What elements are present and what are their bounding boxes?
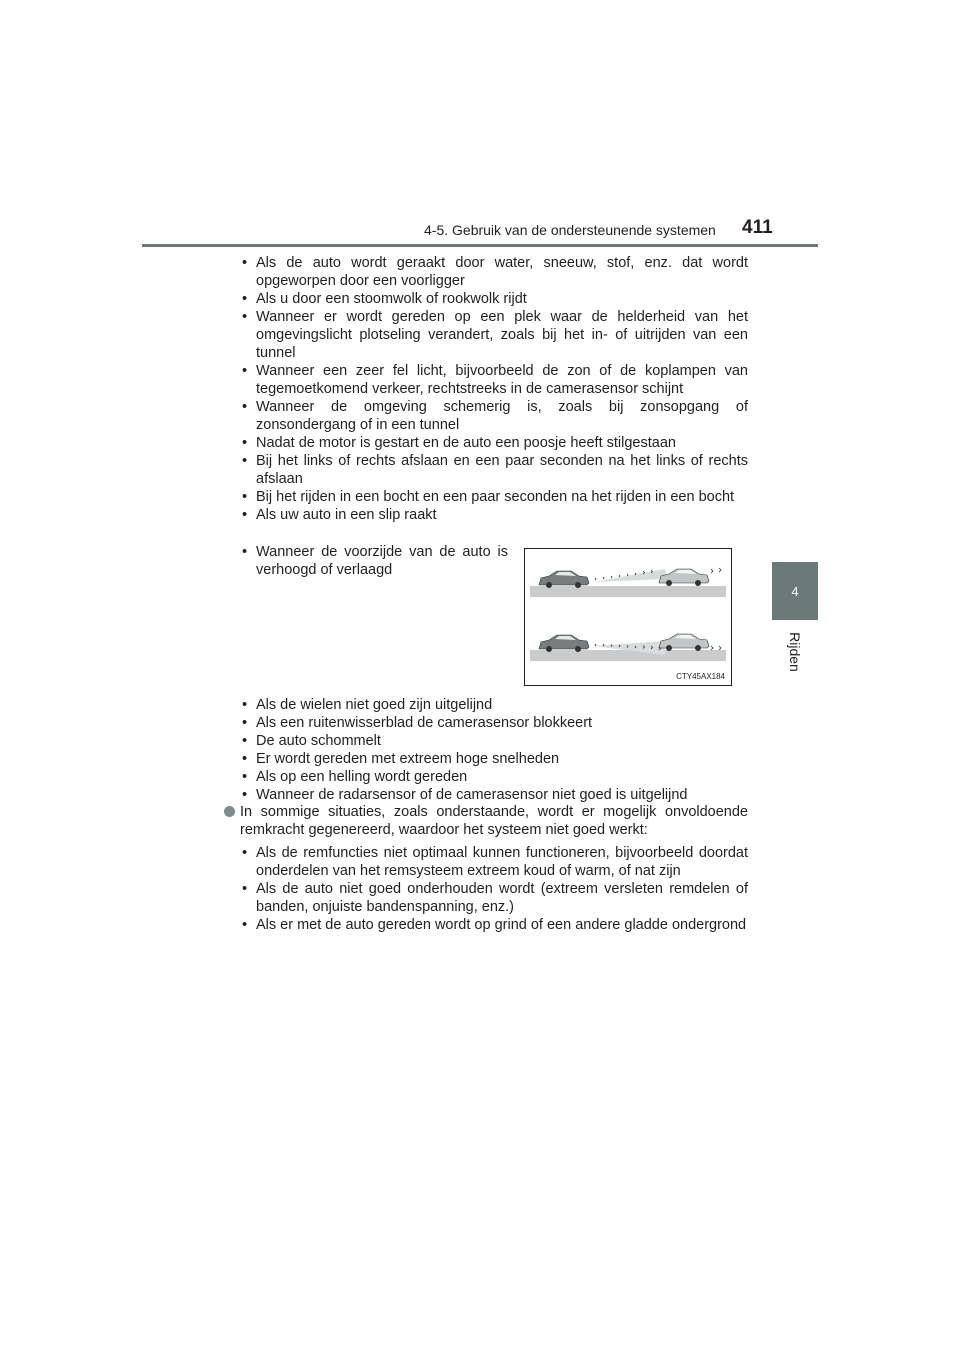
list-item: • Bij het links of rechts afslaan en een paar seconden na het links of rechts afslaan xyxy=(240,452,748,488)
list-item: • Als de wielen niet goed zijn uitgelijnd xyxy=(240,696,748,714)
list-item: • Wanneer er wordt gereden op een plek waar de helderheid van het omgevingslicht plotseling verandert, zoals bij het in- of uitrijden van een tunnel xyxy=(240,308,748,362)
list-item: • Als uw auto in een slip raakt xyxy=(240,506,748,524)
section-title: 4-5. Gebruik van de ondersteunende systemen xyxy=(424,222,716,238)
circle-bullet-text: In sommige situaties, zoals onderstaande, wordt er mogelijk onvoldoende remkracht gegenereerd, waardoor het systeem niet goed werkt: xyxy=(240,804,748,838)
list-item: • Als u door een stoomwolk of rookwolk rijdt xyxy=(240,290,748,308)
list-item: • Nadat de motor is gestart en de auto een poosje heeft stilgestaan xyxy=(240,434,748,452)
radar-beam-top xyxy=(593,569,667,582)
bottom-bullet-list xyxy=(240,844,748,934)
bullet-list xyxy=(240,543,508,579)
top-bullet-list xyxy=(240,254,748,524)
list-item: • Als op een helling wordt gereden xyxy=(240,768,748,786)
header-rule xyxy=(142,244,818,247)
list-item: • Er wordt gereden met extreem hoge snelheden xyxy=(240,750,748,768)
chapter-label-box xyxy=(772,622,818,682)
car-rear-bottom xyxy=(539,635,589,652)
cars-radar-illustration xyxy=(525,549,731,685)
list-item: • Als de auto wordt geraakt door water, sneeuw, stof, enz. dat wordt opgeworpen door een voorligger xyxy=(240,254,748,290)
page-number: 411 xyxy=(742,217,773,238)
list-item: • Wanneer de omgeving schemerig is, zoals bij zonsopgang of zonsondergang of in een tunnel xyxy=(240,398,748,434)
middle-bullet-list xyxy=(240,696,748,804)
chapter-label: Rijden xyxy=(786,632,803,672)
road-top xyxy=(530,586,726,597)
list-item: • Als de remfuncties niet optimaal kunnen functioneren, bijvoorbeeld doordat onderdelen van het remsysteem extreem koud of warm, of nat zijn xyxy=(240,844,748,880)
list-item: • Wanneer de radarsensor of de camerasensor niet goed is uitgelijnd xyxy=(240,786,748,804)
road-bottom xyxy=(530,650,726,661)
figure-code: CTY45AX184 xyxy=(676,672,725,681)
circle-bullet-paragraph xyxy=(224,803,748,839)
circle-bullet-icon xyxy=(224,806,235,817)
list-item: • Wanneer de voorzijde van de auto is verhoogd of verlaagd xyxy=(240,543,508,579)
list-item: • Als er met de auto gereden wordt op grind of een andere gladde ondergrond xyxy=(240,916,748,934)
list-item: • Als de auto niet goed onderhouden wordt (extreem versleten remdelen of banden, onjuiste bandenspanning, enz.) xyxy=(240,880,748,916)
bullet-list xyxy=(240,844,748,934)
list-item: • Bij het rijden in een bocht en een paar seconden na het rijden in een bocht xyxy=(240,488,748,506)
figure-side-bullet-list xyxy=(240,543,508,579)
list-item: • De auto schommelt xyxy=(240,732,748,750)
bullet-list xyxy=(240,696,748,804)
chapter-number: 4 xyxy=(772,562,818,620)
car-front-top xyxy=(659,569,709,586)
car-front-bottom xyxy=(659,634,709,651)
list-item: • Wanneer een zeer fel licht, bijvoorbeeld de zon of de koplampen van tegemoetkomend verkeer, rechtstreeks in de camerasensor schijnt xyxy=(240,362,748,398)
car-rear-top xyxy=(539,571,589,588)
pitch-illustration xyxy=(524,548,732,686)
list-item: • Als een ruitenwisserblad de camerasensor blokkeert xyxy=(240,714,748,732)
bullet-list xyxy=(240,254,748,524)
